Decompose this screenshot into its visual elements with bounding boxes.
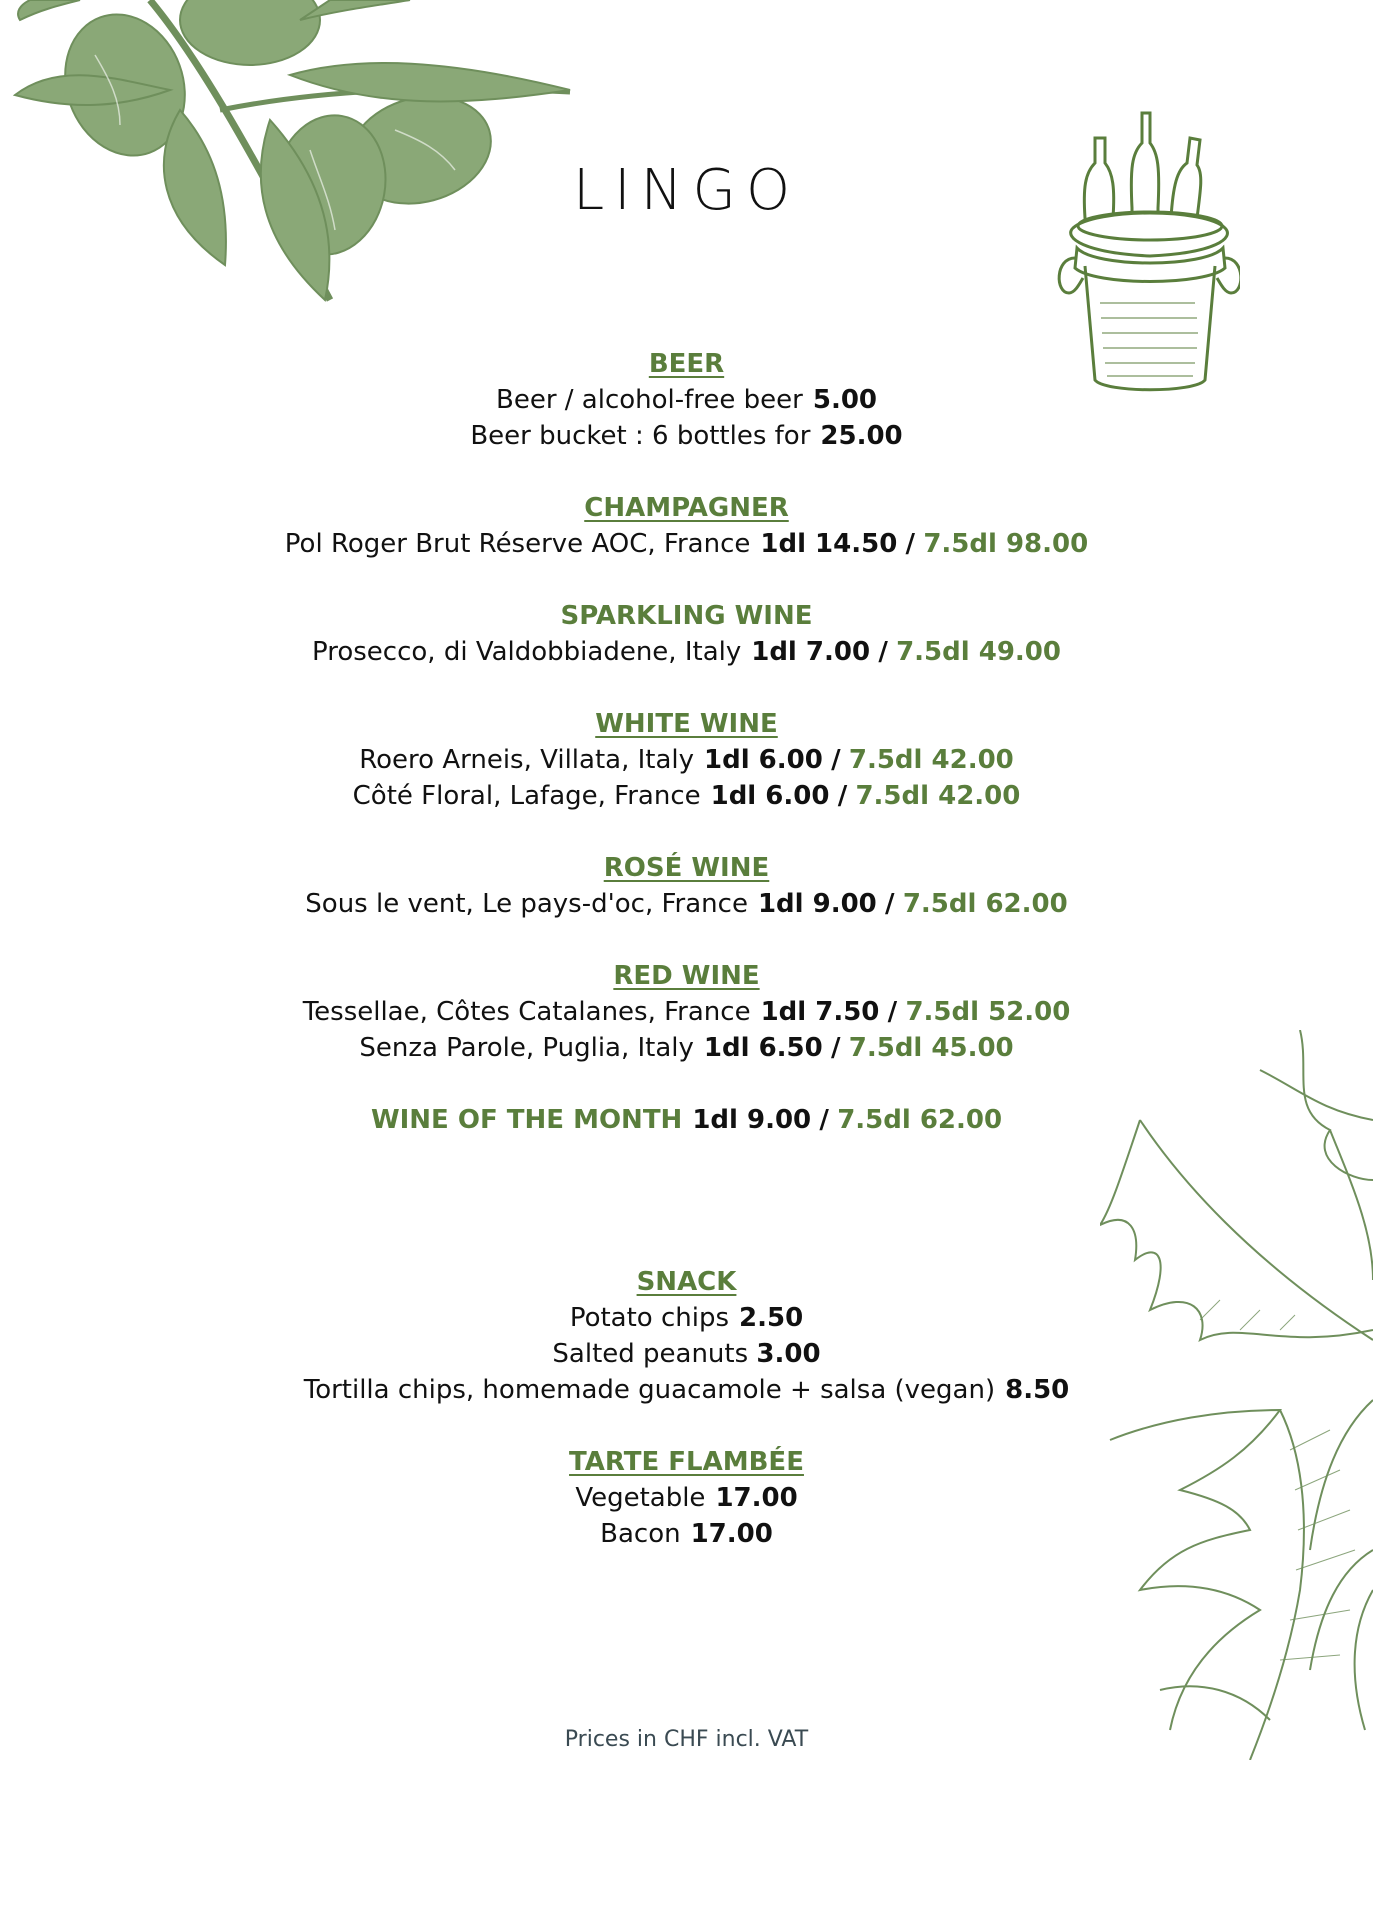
section-heading: SNACK [636, 1267, 737, 1297]
item-name: Bacon [600, 1519, 681, 1549]
menu-item [0, 1516, 1373, 1552]
item-price: 5.00 [812, 385, 878, 415]
section-white-wine [0, 706, 1373, 814]
bottle-price: 7.5dl 42.00 [848, 745, 1014, 775]
section-red-wine [0, 958, 1373, 1066]
section-heading: BEER [648, 349, 725, 379]
bottle-price: 7.5dl 52.00 [905, 997, 1071, 1027]
bottle-price: 7.5dl 45.00 [848, 1033, 1014, 1063]
glass-price: 1dl 9.00 [692, 1105, 812, 1135]
menu-item [0, 886, 1373, 922]
glass-price: 1dl 14.50 [760, 529, 898, 559]
price-footnote: Prices in CHF incl. VAT [564, 1727, 809, 1752]
menu-item [0, 1480, 1373, 1516]
item-price: 8.50 [1005, 1375, 1070, 1405]
item-name: Beer bucket : 6 bottles for [470, 421, 811, 451]
price-separator: / [905, 529, 916, 559]
price-separator: / [887, 997, 898, 1027]
menu-item [0, 382, 1373, 418]
item-name: Pol Roger Brut Réserve AOC, France [284, 529, 751, 559]
section-heading: ROSÉ WINE [603, 853, 770, 883]
glass-price: 1dl 7.00 [751, 637, 871, 667]
price-separator: / [885, 889, 895, 919]
price-separator: / [837, 781, 848, 811]
item-name: Roero Arneis, Villata, Italy [359, 745, 695, 775]
menu-item [0, 1336, 1373, 1372]
section-sparkling-wine [0, 598, 1373, 670]
section-heading: CHAMPAGNER [584, 493, 789, 523]
menu-item [0, 1372, 1373, 1408]
menu-list [0, 346, 1373, 1552]
glass-price: 1dl 7.50 [760, 997, 880, 1027]
glass-price: 1dl 6.50 [703, 1033, 823, 1063]
menu-item [0, 1102, 1373, 1138]
menu-item [0, 634, 1373, 670]
item-name: Beer / alcohol-free beer [495, 385, 803, 415]
section-rose-wine [0, 850, 1373, 922]
item-name: Tortilla chips, homemade guacamole + salsa (vegan) [303, 1375, 996, 1405]
menu-item [0, 994, 1373, 1030]
item-name: Potato chips [569, 1303, 730, 1333]
item-price: 2.50 [739, 1303, 804, 1333]
section-champagner [0, 490, 1373, 562]
price-separator: / [831, 745, 841, 775]
glass-price: 1dl 9.00 [757, 889, 877, 919]
section-heading: TARTE FLAMBÉE [569, 1447, 804, 1477]
section-heading: RED WINE [613, 961, 760, 991]
item-name: Senza Parole, Puglia, Italy [359, 1033, 694, 1063]
item-name: Vegetable [575, 1483, 706, 1513]
menu-item [0, 778, 1373, 814]
section-heading: WINE OF THE MONTH [370, 1105, 683, 1135]
menu-item [0, 742, 1373, 778]
bottle-price: 7.5dl 49.00 [896, 637, 1061, 667]
bottle-price: 7.5dl 62.00 [902, 889, 1068, 919]
page-title: LINGO [572, 158, 801, 223]
item-name: Côté Floral, Lafage, France [352, 781, 701, 811]
section-beer [0, 346, 1373, 454]
item-price: 17.00 [690, 1519, 773, 1549]
bottle-price: 7.5dl 42.00 [855, 781, 1021, 811]
glass-price: 1dl 6.00 [710, 781, 830, 811]
price-separator: / [831, 1033, 841, 1063]
glass-price: 1dl 6.00 [704, 745, 823, 775]
item-price: 17.00 [715, 1483, 798, 1513]
menu-item [0, 1030, 1373, 1066]
menu-item [0, 526, 1373, 562]
price-separator: / [878, 637, 888, 667]
menu-item [0, 418, 1373, 454]
item-name: Sous le vent, Le pays-d'oc, France [305, 889, 748, 919]
item-name: Prosecco, di Valdobbiadene, Italy [312, 637, 742, 667]
item-price: 25.00 [820, 421, 903, 451]
bottle-price: 7.5dl 62.00 [837, 1105, 1003, 1135]
bottle-price: 7.5dl 98.00 [923, 529, 1089, 559]
price-separator: / [819, 1105, 829, 1135]
section-snack [0, 1264, 1373, 1408]
section-heading: SPARKLING WINE [560, 601, 813, 631]
item-name: Salted peanuts [552, 1339, 749, 1369]
item-price: 3.00 [756, 1339, 821, 1369]
menu-item [0, 1300, 1373, 1336]
olive-branch-icon [0, 0, 580, 310]
section-wine-of-the-month [0, 1102, 1373, 1138]
section-tarte-flambee [0, 1444, 1373, 1552]
section-heading: WHITE WINE [595, 709, 778, 739]
item-name: Tessellae, Côtes Catalanes, France [302, 997, 751, 1027]
